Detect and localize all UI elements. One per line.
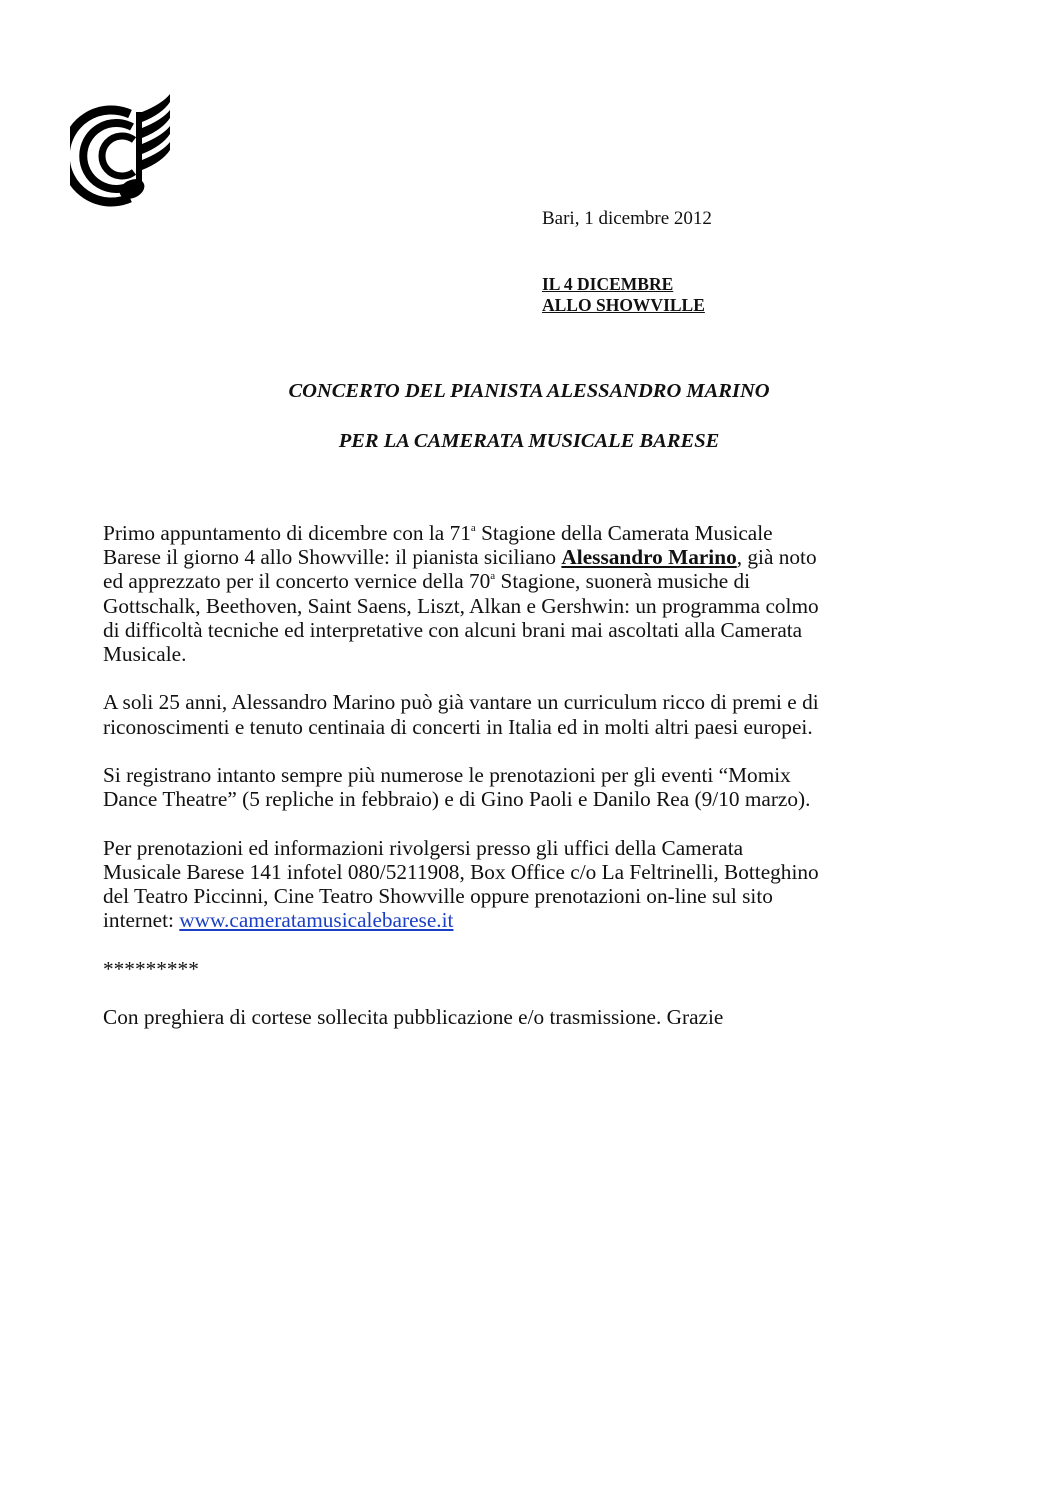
- document-subtitle: PER LA CAMERATA MUSICALE BARESE: [338, 430, 720, 452]
- paragraph-bookings: Si registrano intanto sempre più numerose le prenotazioni per gli eventi “Momix Dance Theatre” (5 repliche in febbraio) e di Gino Paoli e Danilo Rea (9/10 marzo).: [103, 763, 811, 812]
- document-title: CONCERTO DEL PIANISTA ALESSANDRO MARINO: [288, 380, 770, 402]
- press-release-body: [103, 521, 943, 1053]
- letter-date: Bari, 1 dicembre 2012: [542, 208, 712, 229]
- separator: *********: [103, 956, 199, 981]
- pianist-name: Alessandro Marino: [561, 545, 737, 570]
- website-link[interactable]: www.cameratamusicalebarese.it: [179, 908, 454, 933]
- paragraph-info: Per prenotazioni ed informazioni rivolgersi presso gli uffici della Camerata Musicale Barese 141 infotel 080/5211908, Box Office c/o La Feltrinelli, Botteghino del Teatro Piccinni, Cine Teatro Showville oppure prenotazioni on-line sul sito internet: www.cameratamusicalebarese.it: [103, 835, 819, 933]
- paragraph-intro: Primo appuntamento di dicembre con la 71$^a$ Stagione della Camerata Musicale Barese il giorno 4 allo Showville: il pianista siciliano Alessandro Marino, già noto ed apprezzato per il concerto vernice della 70$^a$ Stagione, suonerà musiche di Gottschalk, Beethoven, Saint Saens, Liszt, Alkan e Gershwin: un programma colmo di difficoltà tecniche ed interpretative con alcuni brani mai ascoltati alla Camerata Musicale.: [103, 521, 819, 667]
- paragraph-biography: A soli 25 anni, Alessandro Marino può già vantare un curriculum ricco di premi e di riconoscimenti e tenuto centinaia di concerti in Italia ed in molti altri paesi europei.: [103, 690, 819, 739]
- closing-line: Con preghiera di cortese sollecita pubblicazione e/o trasmissione. Grazie: [103, 1004, 724, 1029]
- event-heading: [542, 274, 705, 316]
- event-venue-line: ALLO SHOWVILLE: [542, 295, 705, 315]
- event-date-line: IL 4 DICEMBRE: [542, 274, 674, 294]
- music-note-logo-icon: [70, 94, 176, 210]
